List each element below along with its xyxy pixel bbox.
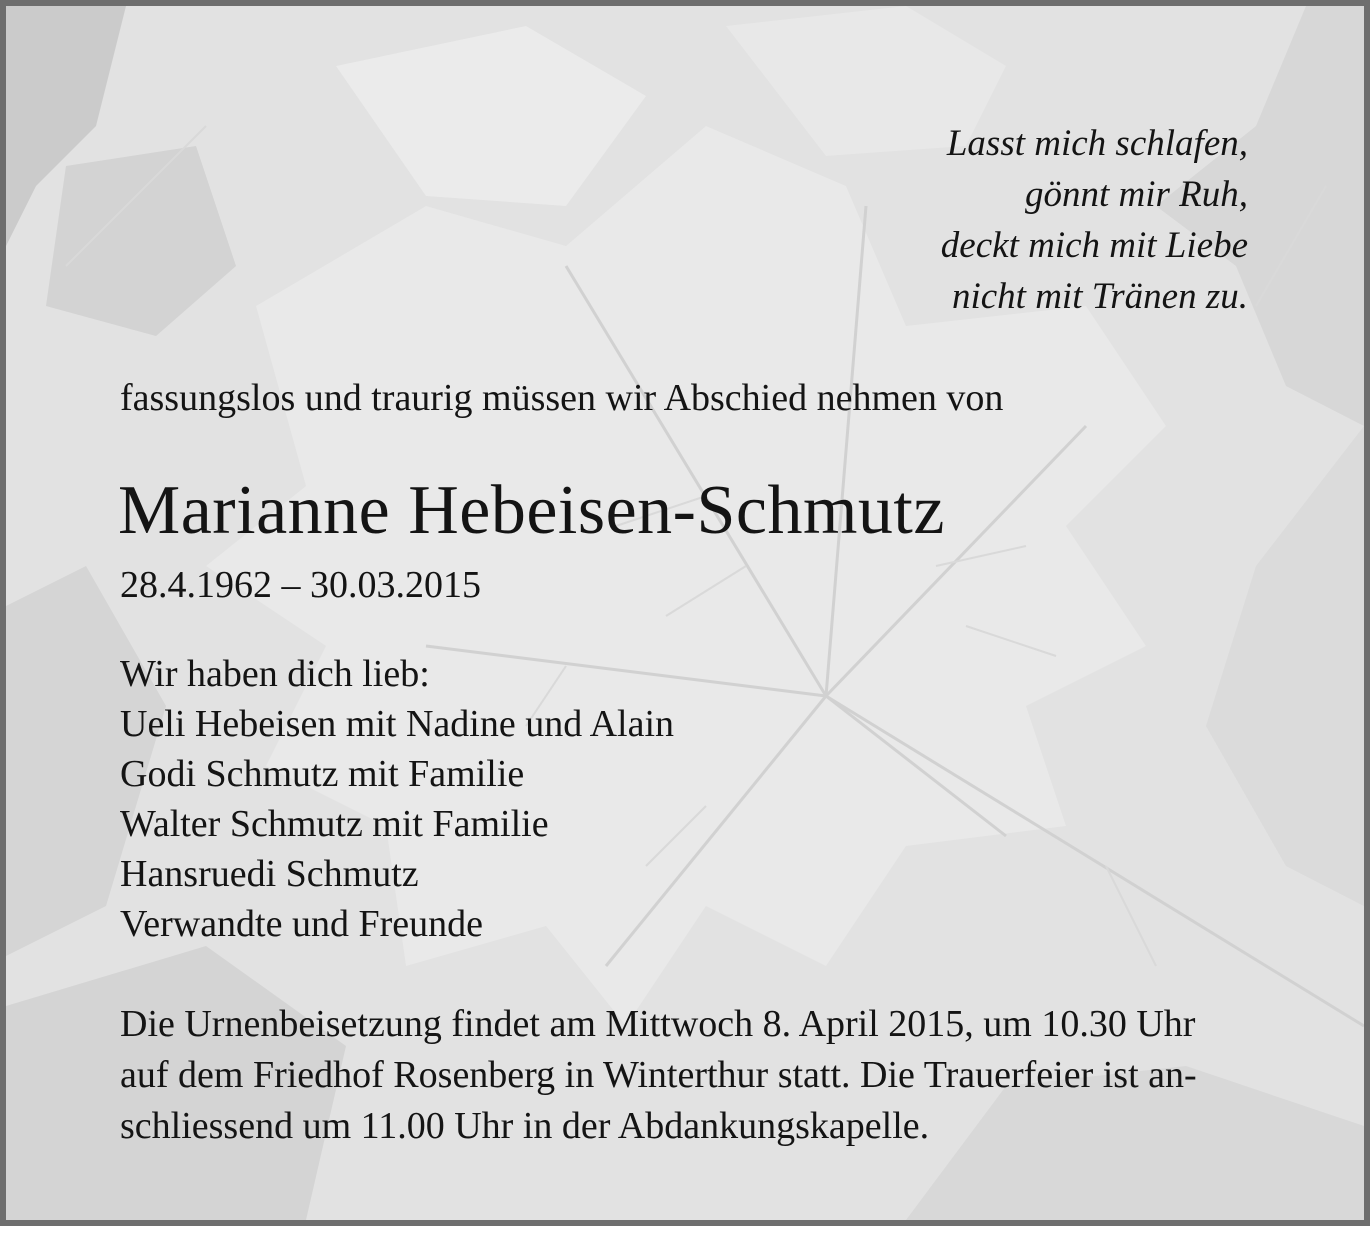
family-line: Godi Schmutz mit Familie — [120, 753, 525, 795]
family-line: Ueli Hebeisen mit Nadine und Alain — [120, 703, 675, 745]
announcement-line: auf dem Friedhof Rosenberg in Winterthur statt. Die Trauerfeier ist an- — [120, 1054, 1197, 1096]
verse-line: deckt mich mit Liebe — [940, 225, 1248, 266]
family-line: Wir haben dich lieb: — [120, 653, 430, 695]
deceased-name: Marianne Hebeisen-Schmutz — [118, 472, 945, 549]
verse-line: Lasst mich schlafen, — [946, 123, 1248, 164]
funeral-announcement — [120, 999, 1197, 1152]
memorial-verse — [941, 118, 1248, 322]
verse-line: gönnt mir Ruh, — [1024, 174, 1248, 215]
family-list — [120, 649, 674, 949]
life-dates: 28.4.1962 – 30.03.2015 — [120, 564, 481, 606]
intro-text: fassungslos und traurig müssen wir Abschied nehmen von — [120, 377, 1004, 419]
verse-line: nicht mit Tränen zu. — [951, 276, 1248, 317]
announcement-line: Die Urnenbeisetzung findet am Mittwoch 8. April 2015, um 10.30 Uhr — [120, 1003, 1196, 1045]
family-line: Walter Schmutz mit Familie — [120, 803, 549, 845]
family-line: Verwandte und Freunde — [120, 903, 484, 945]
announcement-line: schliessend um 11.00 Uhr in der Abdankungskapelle. — [120, 1105, 930, 1147]
family-line: Hansruedi Schmutz — [120, 853, 419, 895]
